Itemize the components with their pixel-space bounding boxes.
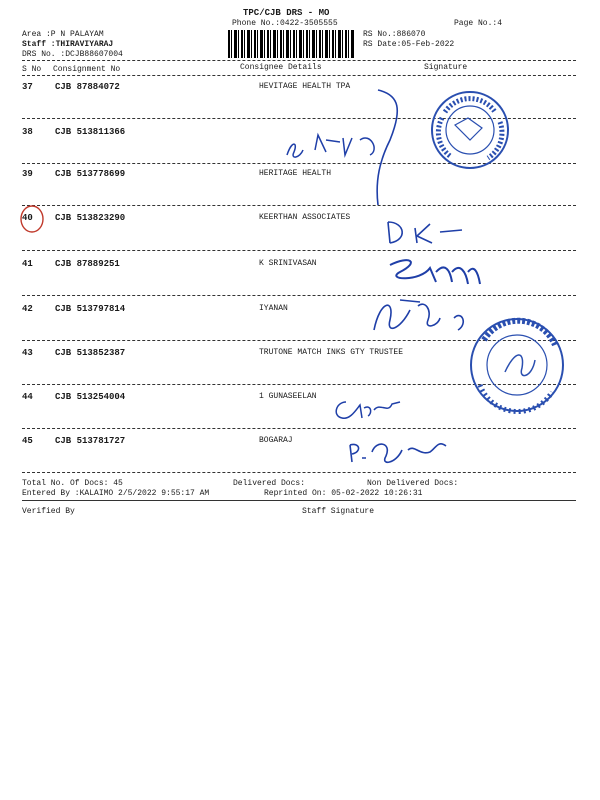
handwritten-mark <box>377 90 397 205</box>
row-consignee: HERITAGE HEALTH <box>259 169 332 178</box>
handwritten-signature <box>390 260 480 284</box>
staff-field: Staff :THIRAVIYARAJ <box>22 40 114 49</box>
row-sno: 38 <box>22 127 33 137</box>
col-sno: S No <box>22 65 42 74</box>
row-consignment: CJB 513823290 <box>55 213 126 223</box>
col-consignee: Consignee Details <box>240 63 322 72</box>
company-stamp <box>471 319 563 411</box>
staff-signature-label: Staff Signature <box>302 507 375 516</box>
row-sno: 42 <box>22 304 33 314</box>
row-sno: 43 <box>22 348 33 358</box>
row-consignee: BOGARAJ <box>259 436 293 445</box>
row-consignment: CJB 513781727 <box>55 436 126 446</box>
row-consignee: HEVITAGE HEALTH TPA <box>259 82 351 91</box>
drs-number: DRS No. :DCJB88607004 <box>22 50 123 59</box>
entered-by: Entered By :KALAIMO 2/5/2022 9:55:17 AM <box>22 489 210 498</box>
verified-by: Verified By <box>22 507 75 516</box>
rs-date: RS Date:05-Feb-2022 <box>363 40 455 49</box>
row-sno: 44 <box>22 392 33 402</box>
row-sno: 37 <box>22 82 33 92</box>
total-docs: Total No. Of Docs: 45 <box>22 479 123 488</box>
page-number: Page No.:4 <box>454 19 503 28</box>
non-delivered-docs: Non Delivered Docs: <box>367 479 459 488</box>
row-consignment: CJB 513254004 <box>55 392 126 402</box>
col-consignment: Consignment No <box>53 65 121 74</box>
row-consignment: CJB 513811366 <box>55 127 126 137</box>
row-consignee: TRUTONE MATCH INKS GTY TRUSTEE <box>259 348 404 357</box>
reprinted-on: Reprinted On: 05-02-2022 10:26:31 <box>264 489 423 498</box>
row-consignee: 1 GUNASEELAN <box>259 392 317 401</box>
row-sno: 40 <box>22 213 33 223</box>
row-sno: 45 <box>22 436 33 446</box>
area-field: Area :P N PALAYAM <box>22 30 104 39</box>
document-title: TPC/CJB DRS - MO <box>243 8 330 18</box>
row-consignee: KEERTHAN ASSOCIATES <box>259 213 351 222</box>
handwritten-signature <box>287 135 374 157</box>
handwritten-signature <box>374 300 463 330</box>
phone-number: Phone No.:0422-3505555 <box>232 19 338 28</box>
row-sno: 41 <box>22 259 33 269</box>
col-signature: Signature <box>424 63 468 72</box>
company-stamp <box>432 92 508 168</box>
row-consignee: K SRINIVASAN <box>259 259 317 268</box>
row-consignee: IYANAN <box>259 304 288 313</box>
row-consignment: CJB 87889251 <box>55 259 120 269</box>
red-circle-mark <box>21 206 43 232</box>
handwritten-signature <box>350 444 446 462</box>
handwritten-signature <box>336 402 400 418</box>
row-consignment: CJB 87884072 <box>55 82 120 92</box>
handwritten-signature <box>388 222 462 243</box>
row-consignment: CJB 513852387 <box>55 348 126 358</box>
delivered-docs: Delivered Docs: <box>233 479 306 488</box>
row-sno: 39 <box>22 169 33 179</box>
row-consignment: CJB 513797814 <box>55 304 126 314</box>
row-consignment: CJB 513778699 <box>55 169 126 179</box>
rs-number: RS No.:886070 <box>363 30 426 39</box>
